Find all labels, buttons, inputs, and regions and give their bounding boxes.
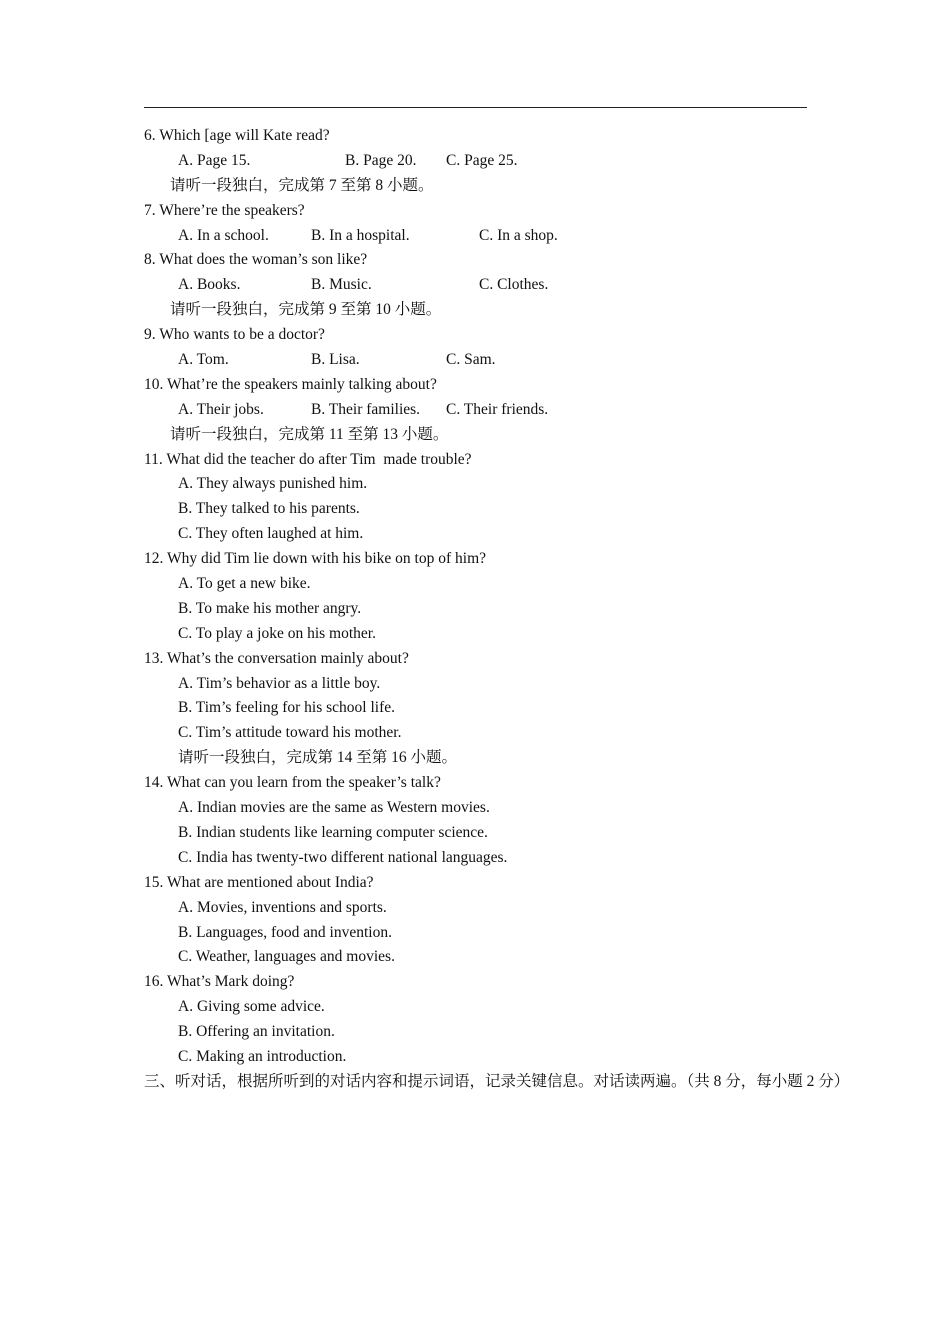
question-15: 15. What are mentioned about India? [144, 873, 374, 891]
section-note: 请听一段独白，完成第 11 至第 13 小题。 [170, 425, 449, 443]
header-rule [144, 107, 807, 108]
option-b: B. Music. [311, 276, 372, 294]
option-a: A. In a school. [178, 226, 269, 244]
section-note: 请听一段独白，完成第 14 至第 16 小题。 [178, 749, 458, 767]
option-b: B. Indian students like learning computer science. [178, 823, 488, 841]
option-c: C. They often laughed at him. [178, 525, 364, 543]
option-c: C. To play a joke on his mother. [178, 624, 376, 642]
option-c: C. India has twenty-two different national languages. [178, 848, 508, 866]
option-b: B. Offering an invitation. [178, 1023, 335, 1041]
question-8: 8. What does the woman’s son like? [144, 251, 368, 269]
exam-content [144, 124, 850, 1095]
option-a: A. They always punished him. [178, 475, 368, 493]
question-14: 14. What can you learn from the speaker’s talk? [144, 774, 441, 792]
option-c: C. In a shop. [479, 226, 558, 244]
question-11: 11. What did the teacher do after Tim made trouble? [144, 450, 472, 468]
option-c: C. Clothes. [479, 276, 549, 294]
option-b: B. Lisa. [311, 351, 360, 369]
section-note: 请听一段独白，完成第 7 至第 8 小题。 [170, 176, 434, 194]
option-b: B. They talked to his parents. [178, 500, 360, 518]
question-12: 12. Why did Tim lie down with his bike on top of him? [144, 550, 487, 568]
option-c: C. Making an introduction. [178, 1047, 347, 1065]
question-7: 7. Where’re the speakers? [144, 201, 305, 219]
option-a: A. Their jobs. [178, 400, 264, 418]
option-b: B. In a hospital. [311, 226, 410, 244]
options-row-10 [144, 398, 814, 423]
option-a: A. Tim’s behavior as a little boy. [178, 674, 381, 692]
options-row-8 [144, 273, 814, 298]
option-b: B. Their families. [311, 400, 421, 418]
option-b: B. Page 20. [345, 151, 417, 169]
option-a: A. Giving some advice. [178, 998, 325, 1016]
option-c: C. Their friends. [446, 400, 549, 418]
option-c: C. Weather, languages and movies. [178, 948, 395, 966]
options-row-6 [144, 149, 814, 174]
option-a: A. To get a new bike. [178, 575, 311, 593]
option-c: C. Sam. [446, 351, 496, 369]
question-10: 10. What’re the speakers mainly talking about? [144, 375, 437, 393]
option-b: B. Tim’s feeling for his school life. [178, 699, 395, 717]
option-a: A. Page 15. [178, 151, 251, 169]
option-b: B. Languages, food and invention. [178, 923, 392, 941]
question-9: 9. Who wants to be a doctor? [144, 326, 325, 344]
question-16: 16. What’s Mark doing? [144, 973, 295, 991]
option-c: C. Tim’s attitude toward his mother. [178, 724, 402, 742]
options-row-7 [144, 224, 814, 249]
options-row-9 [144, 348, 814, 373]
option-a: A. Books. [178, 276, 241, 294]
option-a: A. Tom. [178, 351, 229, 369]
option-a: A. Indian movies are the same as Western movies. [178, 799, 490, 817]
option-a: A. Movies, inventions and sports. [178, 898, 387, 916]
option-c: C. Page 25. [446, 151, 518, 169]
section-3-heading: 三、听对话，根据所听到的对话内容和提示词语，记录关键信息。对话读两遍。（共 8 分，每小题 2 分） [144, 1072, 850, 1090]
question-6: 6. Which [age will Kate read? [144, 127, 330, 144]
section-note: 请听一段独白，完成第 9 至第 10 小题。 [170, 301, 442, 319]
option-b: B. To make his mother angry. [178, 599, 362, 617]
question-13: 13. What’s the conversation mainly about? [144, 649, 409, 667]
